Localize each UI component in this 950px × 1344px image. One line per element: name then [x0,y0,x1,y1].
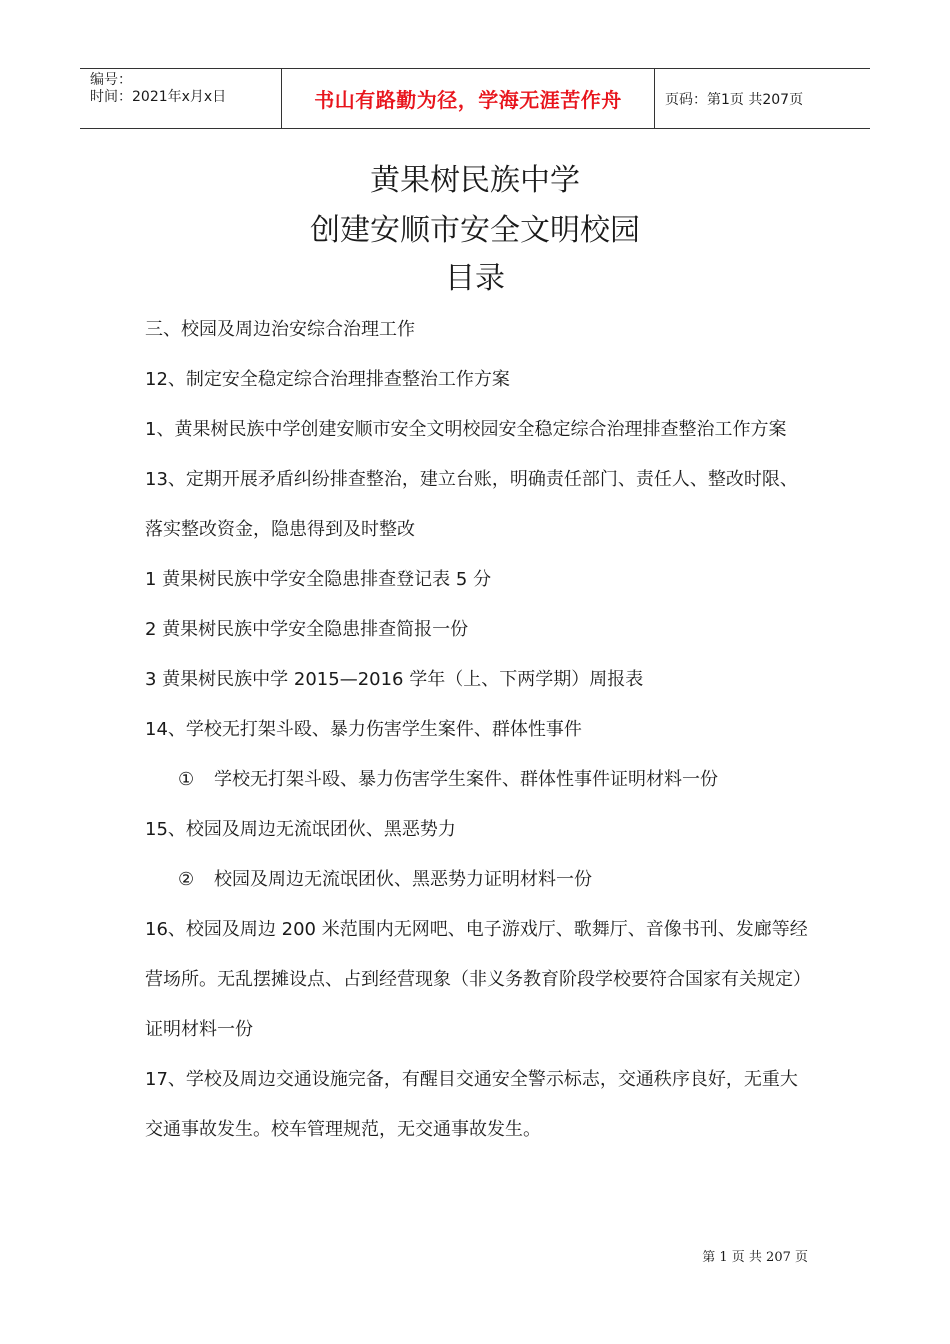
toc-item: 12、制定安全稳定综合治理排查整治工作方案 [145,369,510,390]
toc-item: 14、学校无打架斗殴、暴力伤害学生案件、群体性事件 [145,719,582,740]
toc-heading: 目录 [445,261,505,296]
toc-subitem [145,755,815,805]
header-motto: 书山有路勤为径，学海无涯苦作舟 [282,69,655,128]
toc-list [145,305,815,1155]
header-page-info: 页码：第1页 共207页 [665,91,804,108]
serial-label: 编号： [90,72,132,88]
header-meta [80,69,282,128]
toc-item: 1、黄果树民族中学创建安顺市安全文明校园安全稳定综合治理排查整治工作方案 [145,419,787,440]
toc-subitem-text: 校园及周边无流氓团伙、黑恶势力证明材料一份 [214,869,592,890]
toc-subitem [145,855,815,905]
toc-item: 16、校园及周边 200 米范围内无网吧、电子游戏厅、歌舞厅、音像书刊、发廊等经营场所。无乱摆摊设点、占到经营现象（非义务教育阶段学校要符合国家有关规定）证明材料一份 [145,919,811,1040]
toc-item: 13、定期开展矛盾纠纷排查整治，建立台账，明确责任部门、责任人、整改时限、落实整改资金，隐患得到及时整改 [145,469,798,540]
toc-item: 三、校园及周边治安综合治理工作 [145,319,415,340]
document-header [80,68,870,129]
toc-item: 1 黄果树民族中学安全隐患排查登记表 5 分 [145,569,492,590]
time-label: 时间：2021年x月x日 [90,89,227,105]
page-footer: 第 1 页 共 207 页 [702,1250,808,1265]
document-title: 创建安顺市安全文明校园 [310,213,640,248]
toc-item: 15、校园及周边无流氓团伙、黑恶势力 [145,819,456,840]
school-title: 黄果树民族中学 [370,163,580,198]
toc-item: 2 黄果树民族中学安全隐患排查简报一份 [145,619,469,640]
toc-item: 17、学校及周边交通设施完备，有醒目交通安全警示标志，交通秩序良好，无重大交通事故发生。校车管理规范，无交通事故发生。 [145,1069,798,1140]
toc-item: 3 黄果树民族中学 2015—2016 学年（上、下两学期）周报表 [145,669,644,690]
circled-number-marker: ① [178,769,195,790]
toc-subitem-text: 学校无打架斗殴、暴力伤害学生案件、群体性事件证明材料一份 [214,769,718,790]
circled-number-marker: ② [178,869,195,890]
